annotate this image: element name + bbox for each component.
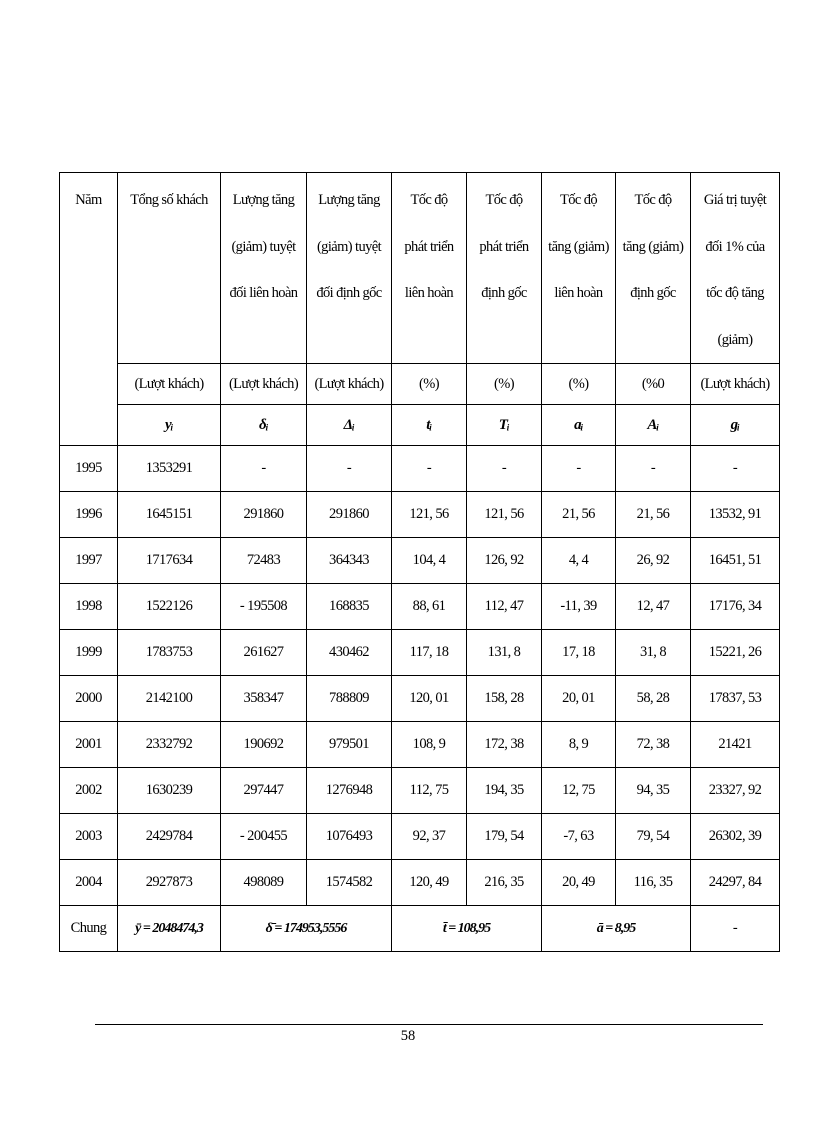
table-symbol-row [60,405,780,446]
table-cell: 15221, 26 [691,630,780,676]
header-total-guests [118,173,221,364]
table-cell: 297447 [221,768,307,814]
table-cell: 104, 4 [392,538,467,584]
header-one-percent-value [691,173,780,364]
table-cell: 23327, 92 [691,768,780,814]
footer-divider [95,1024,763,1025]
table-cell: 72, 38 [616,722,691,768]
table-cell: 168835 [307,584,392,630]
header-text: đối liên hoàn [229,285,298,301]
table-cell: 16451, 51 [691,538,780,584]
table-cell: 108, 9 [392,722,467,768]
table-cell: - [392,446,467,492]
table-cell: - [221,446,307,492]
header-text: Tốc độ [634,192,672,208]
table-row [60,446,780,492]
table-cell: -11, 39 [542,584,616,630]
header-base-increase-rate [616,173,691,364]
table-cell: 20, 01 [542,676,616,722]
table-row [60,538,780,584]
symbol-cell: Aᵢ [616,405,691,446]
unit-cell: (%) [392,364,467,405]
table-cell: 1522126 [118,584,221,630]
year-cell: 2000 [60,676,118,722]
year-cell: 2004 [60,860,118,906]
header-text: Lượng tăng [232,192,295,208]
header-text: liên hoàn [554,285,603,301]
symbol-cell: tᵢ [392,405,467,446]
table-row [60,630,780,676]
header-text: (giảm) [717,331,753,348]
table-cell: 112, 75 [392,768,467,814]
symbol-cell: gᵢ [691,405,780,446]
table-cell: 17176, 34 [691,584,780,630]
header-text: liên hoàn [404,285,454,301]
table-cell: 358347 [221,676,307,722]
table-cell: 979501 [307,722,392,768]
table-cell: 364343 [307,538,392,584]
table-cell: 58, 28 [616,676,691,722]
table-cell: 17, 18 [542,630,616,676]
header-text: tốc độ tăng [706,285,764,301]
table-row [60,860,780,906]
table-row [60,584,780,630]
page-number: 58 [400,1028,416,1044]
table-cell: 498089 [221,860,307,906]
table-row [60,768,780,814]
header-year [60,173,118,446]
table-cell: 12, 47 [616,584,691,630]
table-cell: 1276948 [307,768,392,814]
header-chain-increase-rate [542,173,616,364]
unit-cell: (Lượt khách) [118,364,221,405]
table-cell: 1574582 [307,860,392,906]
table-cell: 121, 56 [392,492,467,538]
year-cell: 1998 [60,584,118,630]
table-cell: 1076493 [307,814,392,860]
header-text: (giảm) tuyệt [231,238,296,255]
table-cell: 94, 35 [616,768,691,814]
table-cell: 1783753 [118,630,221,676]
table-cell: 79, 54 [616,814,691,860]
header-text: Lượng tăng [318,192,380,208]
table-cell: 194, 35 [467,768,542,814]
year-cell: 2001 [60,722,118,768]
table-cell: 21, 56 [616,492,691,538]
table-cell: 430462 [307,630,392,676]
table-cell: 120, 01 [392,676,467,722]
table-body [60,173,780,906]
unit-cell: (%0 [616,364,691,405]
year-cell: 2003 [60,814,118,860]
table-row [60,814,780,860]
table-row [60,722,780,768]
table-cell: -7, 63 [542,814,616,860]
table-cell: 117, 18 [392,630,467,676]
header-text: tăng (giảm) [548,238,609,255]
table-cell: - 195508 [221,584,307,630]
symbol-cell: Δᵢ [307,405,392,446]
table-cell: 261627 [221,630,307,676]
table-cell: 21421 [691,722,780,768]
unit-cell: (Lượt khách) [691,364,780,405]
table-cell: 26, 92 [616,538,691,584]
summary-g: - [691,906,780,952]
table-cell: 291860 [221,492,307,538]
table-cell: 21, 56 [542,492,616,538]
table-cell: - [542,446,616,492]
table-cell: 1645151 [118,492,221,538]
table-unit-row [60,364,780,405]
table-cell: 126, 92 [467,538,542,584]
summary-delta-mean: δ̄ = 174953,5556 [221,906,392,952]
table-cell: 1630239 [118,768,221,814]
table-cell: 12, 75 [542,768,616,814]
table-cell: 2927873 [118,860,221,906]
symbol-cell: Tᵢ [467,405,542,446]
table-cell: 4, 4 [542,538,616,584]
table-cell: 20, 49 [542,860,616,906]
year-cell: 2002 [60,768,118,814]
table-cell: 72483 [221,538,307,584]
header-text: Tổng số khách [130,192,208,208]
table-cell: 172, 38 [467,722,542,768]
header-text: tăng (giảm) [622,238,684,255]
year-cell: 1995 [60,446,118,492]
table-row [60,676,780,722]
table-cell: 116, 35 [616,860,691,906]
table-cell: 17837, 53 [691,676,780,722]
table-cell: - 200455 [221,814,307,860]
table-cell: - [307,446,392,492]
table-cell: 131, 8 [467,630,542,676]
symbol-cell: yᵢ [118,405,221,446]
table-cell: - [691,446,780,492]
table-header-row [60,173,780,364]
summary-label: Chung [60,906,118,952]
year-cell: 1997 [60,538,118,584]
table-cell: 1717634 [118,538,221,584]
header-text: phát triển [479,238,529,255]
header-text: định gốc [630,285,676,301]
table-cell: 120, 49 [392,860,467,906]
header-text: Tốc độ [410,192,448,208]
summary-y-mean: ȳ = 2048474,3 [118,906,221,952]
unit-cell: (%) [542,364,616,405]
table-row [60,492,780,538]
table-cell: 2142100 [118,676,221,722]
table-cell: 158, 28 [467,676,542,722]
table-cell: - [467,446,542,492]
table-cell: 31, 8 [616,630,691,676]
table-cell: 26302, 39 [691,814,780,860]
unit-cell: (Lượt khách) [307,364,392,405]
header-text: Tốc độ [485,192,523,208]
summary-t-mean: t̄ = 108,95 [392,906,542,952]
table-cell: 291860 [307,492,392,538]
table-cell: 88, 61 [392,584,467,630]
header-chain-absolute-change [221,173,307,364]
table-cell: 190692 [221,722,307,768]
summary-row [60,906,780,952]
table-cell: 216, 35 [467,860,542,906]
unit-cell: (%) [467,364,542,405]
table-cell: 13532, 91 [691,492,780,538]
header-text: đối 1% của [705,238,765,255]
header-year-label: Năm [75,192,102,208]
table-cell: 24297, 84 [691,860,780,906]
symbol-cell: δᵢ [221,405,307,446]
unit-cell: (Lượt khách) [221,364,307,405]
summary-a-mean: ā = 8,95 [542,906,691,952]
table-cell: 1353291 [118,446,221,492]
statistics-table [59,172,780,952]
header-text: Giá trị tuyệt [703,192,767,208]
table-cell: 112, 47 [467,584,542,630]
header-text: (giảm) tuyệt [316,238,382,255]
table-cell: 92, 37 [392,814,467,860]
header-text: Tốc độ [559,192,598,208]
table-cell: 121, 56 [467,492,542,538]
table-cell: 2332792 [118,722,221,768]
symbol-cell: aᵢ [542,405,616,446]
header-base-absolute-change [307,173,392,364]
year-cell: 1996 [60,492,118,538]
table-cell: 2429784 [118,814,221,860]
header-base-growth-rate [467,173,542,364]
table-cell: 788809 [307,676,392,722]
table-cell: 8, 9 [542,722,616,768]
header-text: phát triển [404,238,454,255]
year-cell: 1999 [60,630,118,676]
header-text: định gốc [481,285,527,301]
header-chain-growth-rate [392,173,467,364]
header-text: đối định gốc [316,285,382,301]
table-cell: - [616,446,691,492]
table-cell: 179, 54 [467,814,542,860]
